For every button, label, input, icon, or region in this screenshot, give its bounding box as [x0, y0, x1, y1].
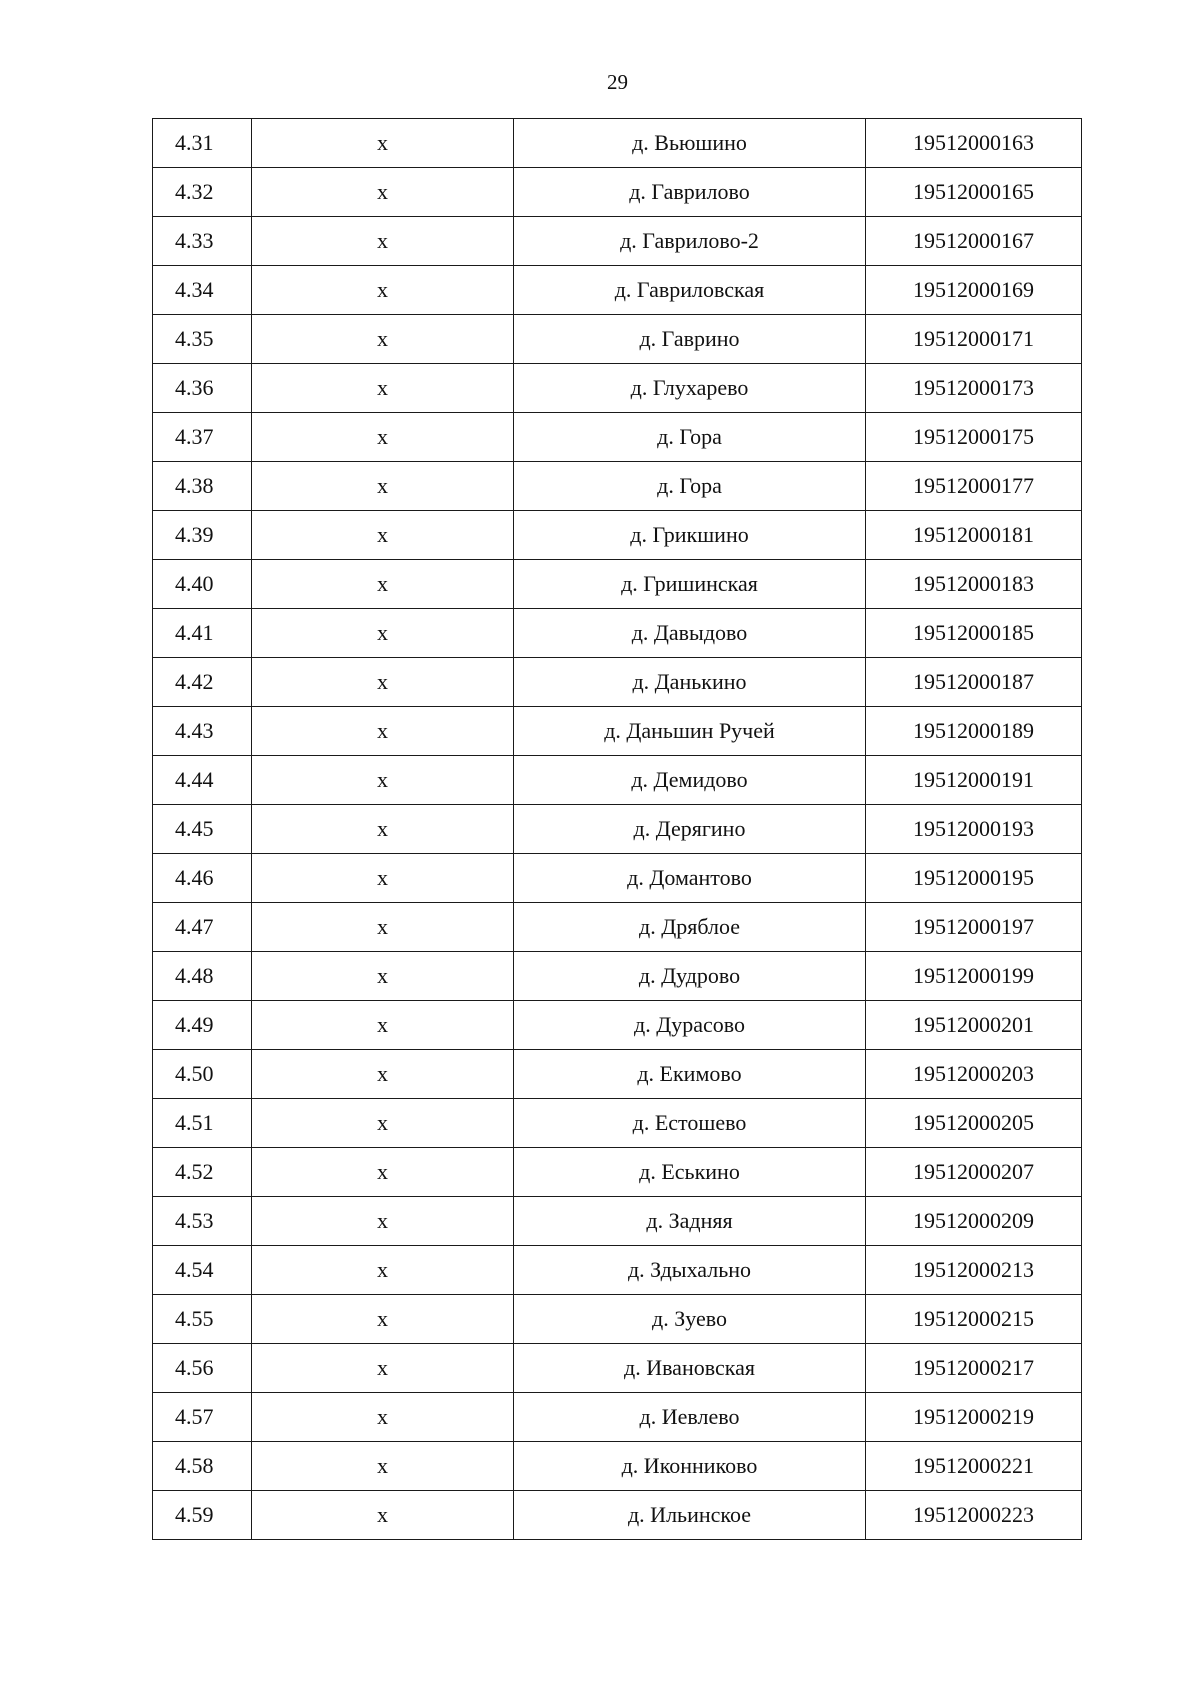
code-cell: 19512000167 [866, 217, 1082, 266]
mark-cell: x [252, 168, 514, 217]
row-number-cell: 4.36 [153, 364, 252, 413]
settlement-name-cell: д. Гришинская [514, 560, 866, 609]
settlement-name-cell: д. Дурасово [514, 1001, 866, 1050]
code-cell: 19512000193 [866, 805, 1082, 854]
settlements-table [152, 118, 1082, 1540]
settlement-name-cell: д. Екимово [514, 1050, 866, 1099]
row-number-cell: 4.58 [153, 1442, 252, 1491]
table-row [153, 1148, 1082, 1197]
mark-cell: x [252, 658, 514, 707]
table-row [153, 1099, 1082, 1148]
code-cell: 19512000203 [866, 1050, 1082, 1099]
mark-cell: x [252, 119, 514, 168]
code-cell: 19512000163 [866, 119, 1082, 168]
code-cell: 19512000189 [866, 707, 1082, 756]
code-cell: 19512000197 [866, 903, 1082, 952]
mark-cell: x [252, 1197, 514, 1246]
row-number-cell: 4.37 [153, 413, 252, 462]
table-row [153, 1197, 1082, 1246]
code-cell: 19512000223 [866, 1491, 1082, 1540]
row-number-cell: 4.34 [153, 266, 252, 315]
code-cell: 19512000213 [866, 1246, 1082, 1295]
code-cell: 19512000175 [866, 413, 1082, 462]
table-row [153, 462, 1082, 511]
mark-cell: x [252, 511, 514, 560]
settlement-name-cell: д. Иконниково [514, 1442, 866, 1491]
settlement-name-cell: д. Гора [514, 462, 866, 511]
row-number-cell: 4.42 [153, 658, 252, 707]
settlement-name-cell: д. Гаврилово [514, 168, 866, 217]
code-cell: 19512000181 [866, 511, 1082, 560]
table-row [153, 1050, 1082, 1099]
table-row [153, 1393, 1082, 1442]
settlement-name-cell: д. Ивановская [514, 1344, 866, 1393]
row-number-cell: 4.49 [153, 1001, 252, 1050]
row-number-cell: 4.40 [153, 560, 252, 609]
settlement-name-cell: д. Задняя [514, 1197, 866, 1246]
mark-cell: x [252, 266, 514, 315]
settlement-name-cell: д. Еськино [514, 1148, 866, 1197]
row-number-cell: 4.43 [153, 707, 252, 756]
code-cell: 19512000199 [866, 952, 1082, 1001]
table-row [153, 119, 1082, 168]
mark-cell: x [252, 315, 514, 364]
row-number-cell: 4.50 [153, 1050, 252, 1099]
table-row [153, 1295, 1082, 1344]
mark-cell: x [252, 1050, 514, 1099]
code-cell: 19512000171 [866, 315, 1082, 364]
table-row [153, 1344, 1082, 1393]
table-row [153, 609, 1082, 658]
row-number-cell: 4.51 [153, 1099, 252, 1148]
settlement-name-cell: д. Домантово [514, 854, 866, 903]
settlement-name-cell: д. Гаврино [514, 315, 866, 364]
table-row [153, 805, 1082, 854]
settlement-name-cell: д. Давыдово [514, 609, 866, 658]
row-number-cell: 4.41 [153, 609, 252, 658]
mark-cell: x [252, 1148, 514, 1197]
settlement-name-cell: д. Иевлево [514, 1393, 866, 1442]
table-row [153, 1001, 1082, 1050]
mark-cell: x [252, 609, 514, 658]
mark-cell: x [252, 364, 514, 413]
settlement-name-cell: д. Гаврилово-2 [514, 217, 866, 266]
table-row [153, 903, 1082, 952]
settlement-name-cell: д. Демидово [514, 756, 866, 805]
row-number-cell: 4.32 [153, 168, 252, 217]
table-row [153, 315, 1082, 364]
mark-cell: x [252, 805, 514, 854]
settlement-name-cell: д. Данькино [514, 658, 866, 707]
table-row [153, 560, 1082, 609]
mark-cell: x [252, 1001, 514, 1050]
code-cell: 19512000191 [866, 756, 1082, 805]
settlement-name-cell: д. Здыхально [514, 1246, 866, 1295]
table-row [153, 511, 1082, 560]
mark-cell: x [252, 1393, 514, 1442]
settlement-name-cell: д. Дряблое [514, 903, 866, 952]
code-cell: 19512000221 [866, 1442, 1082, 1491]
page-number: 29 [607, 70, 628, 94]
settlement-name-cell: д. Вьюшино [514, 119, 866, 168]
mark-cell: x [252, 462, 514, 511]
mark-cell: x [252, 1491, 514, 1540]
code-cell: 19512000185 [866, 609, 1082, 658]
table-body [153, 119, 1082, 1540]
code-cell: 19512000217 [866, 1344, 1082, 1393]
table-row [153, 1491, 1082, 1540]
table-row [153, 854, 1082, 903]
row-number-cell: 4.38 [153, 462, 252, 511]
code-cell: 19512000177 [866, 462, 1082, 511]
row-number-cell: 4.46 [153, 854, 252, 903]
mark-cell: x [252, 1099, 514, 1148]
code-cell: 19512000169 [866, 266, 1082, 315]
table-row [153, 1442, 1082, 1491]
settlement-name-cell: д. Дерягино [514, 805, 866, 854]
table-row [153, 952, 1082, 1001]
mark-cell: x [252, 1246, 514, 1295]
settlement-name-cell: д. Естошево [514, 1099, 866, 1148]
row-number-cell: 4.53 [153, 1197, 252, 1246]
code-cell: 19512000173 [866, 364, 1082, 413]
mark-cell: x [252, 1442, 514, 1491]
mark-cell: x [252, 854, 514, 903]
mark-cell: x [252, 560, 514, 609]
row-number-cell: 4.44 [153, 756, 252, 805]
settlement-name-cell: д. Ильинское [514, 1491, 866, 1540]
mark-cell: x [252, 952, 514, 1001]
code-cell: 19512000209 [866, 1197, 1082, 1246]
row-number-cell: 4.39 [153, 511, 252, 560]
row-number-cell: 4.33 [153, 217, 252, 266]
mark-cell: x [252, 707, 514, 756]
row-number-cell: 4.47 [153, 903, 252, 952]
settlement-name-cell: д. Гора [514, 413, 866, 462]
row-number-cell: 4.35 [153, 315, 252, 364]
row-number-cell: 4.31 [153, 119, 252, 168]
row-number-cell: 4.55 [153, 1295, 252, 1344]
row-number-cell: 4.57 [153, 1393, 252, 1442]
settlement-name-cell: д. Даньшин Ручей [514, 707, 866, 756]
code-cell: 19512000165 [866, 168, 1082, 217]
code-cell: 19512000183 [866, 560, 1082, 609]
table-row [153, 756, 1082, 805]
row-number-cell: 4.56 [153, 1344, 252, 1393]
row-number-cell: 4.54 [153, 1246, 252, 1295]
mark-cell: x [252, 756, 514, 805]
table-row [153, 364, 1082, 413]
row-number-cell: 4.52 [153, 1148, 252, 1197]
code-cell: 19512000187 [866, 658, 1082, 707]
code-cell: 19512000195 [866, 854, 1082, 903]
code-cell: 19512000205 [866, 1099, 1082, 1148]
settlement-name-cell: д. Зуево [514, 1295, 866, 1344]
settlement-name-cell: д. Глухарево [514, 364, 866, 413]
row-number-cell: 4.48 [153, 952, 252, 1001]
mark-cell: x [252, 413, 514, 462]
table-row [153, 1246, 1082, 1295]
table-row [153, 707, 1082, 756]
mark-cell: x [252, 217, 514, 266]
mark-cell: x [252, 1295, 514, 1344]
row-number-cell: 4.59 [153, 1491, 252, 1540]
table-row [153, 658, 1082, 707]
code-cell: 19512000201 [866, 1001, 1082, 1050]
table-row [153, 266, 1082, 315]
mark-cell: x [252, 1344, 514, 1393]
code-cell: 19512000207 [866, 1148, 1082, 1197]
table-row [153, 217, 1082, 266]
settlement-name-cell: д. Гавриловская [514, 266, 866, 315]
settlement-name-cell: д. Дудрово [514, 952, 866, 1001]
table-row [153, 413, 1082, 462]
row-number-cell: 4.45 [153, 805, 252, 854]
code-cell: 19512000219 [866, 1393, 1082, 1442]
mark-cell: x [252, 903, 514, 952]
code-cell: 19512000215 [866, 1295, 1082, 1344]
table-row [153, 168, 1082, 217]
settlement-name-cell: д. Грикшино [514, 511, 866, 560]
